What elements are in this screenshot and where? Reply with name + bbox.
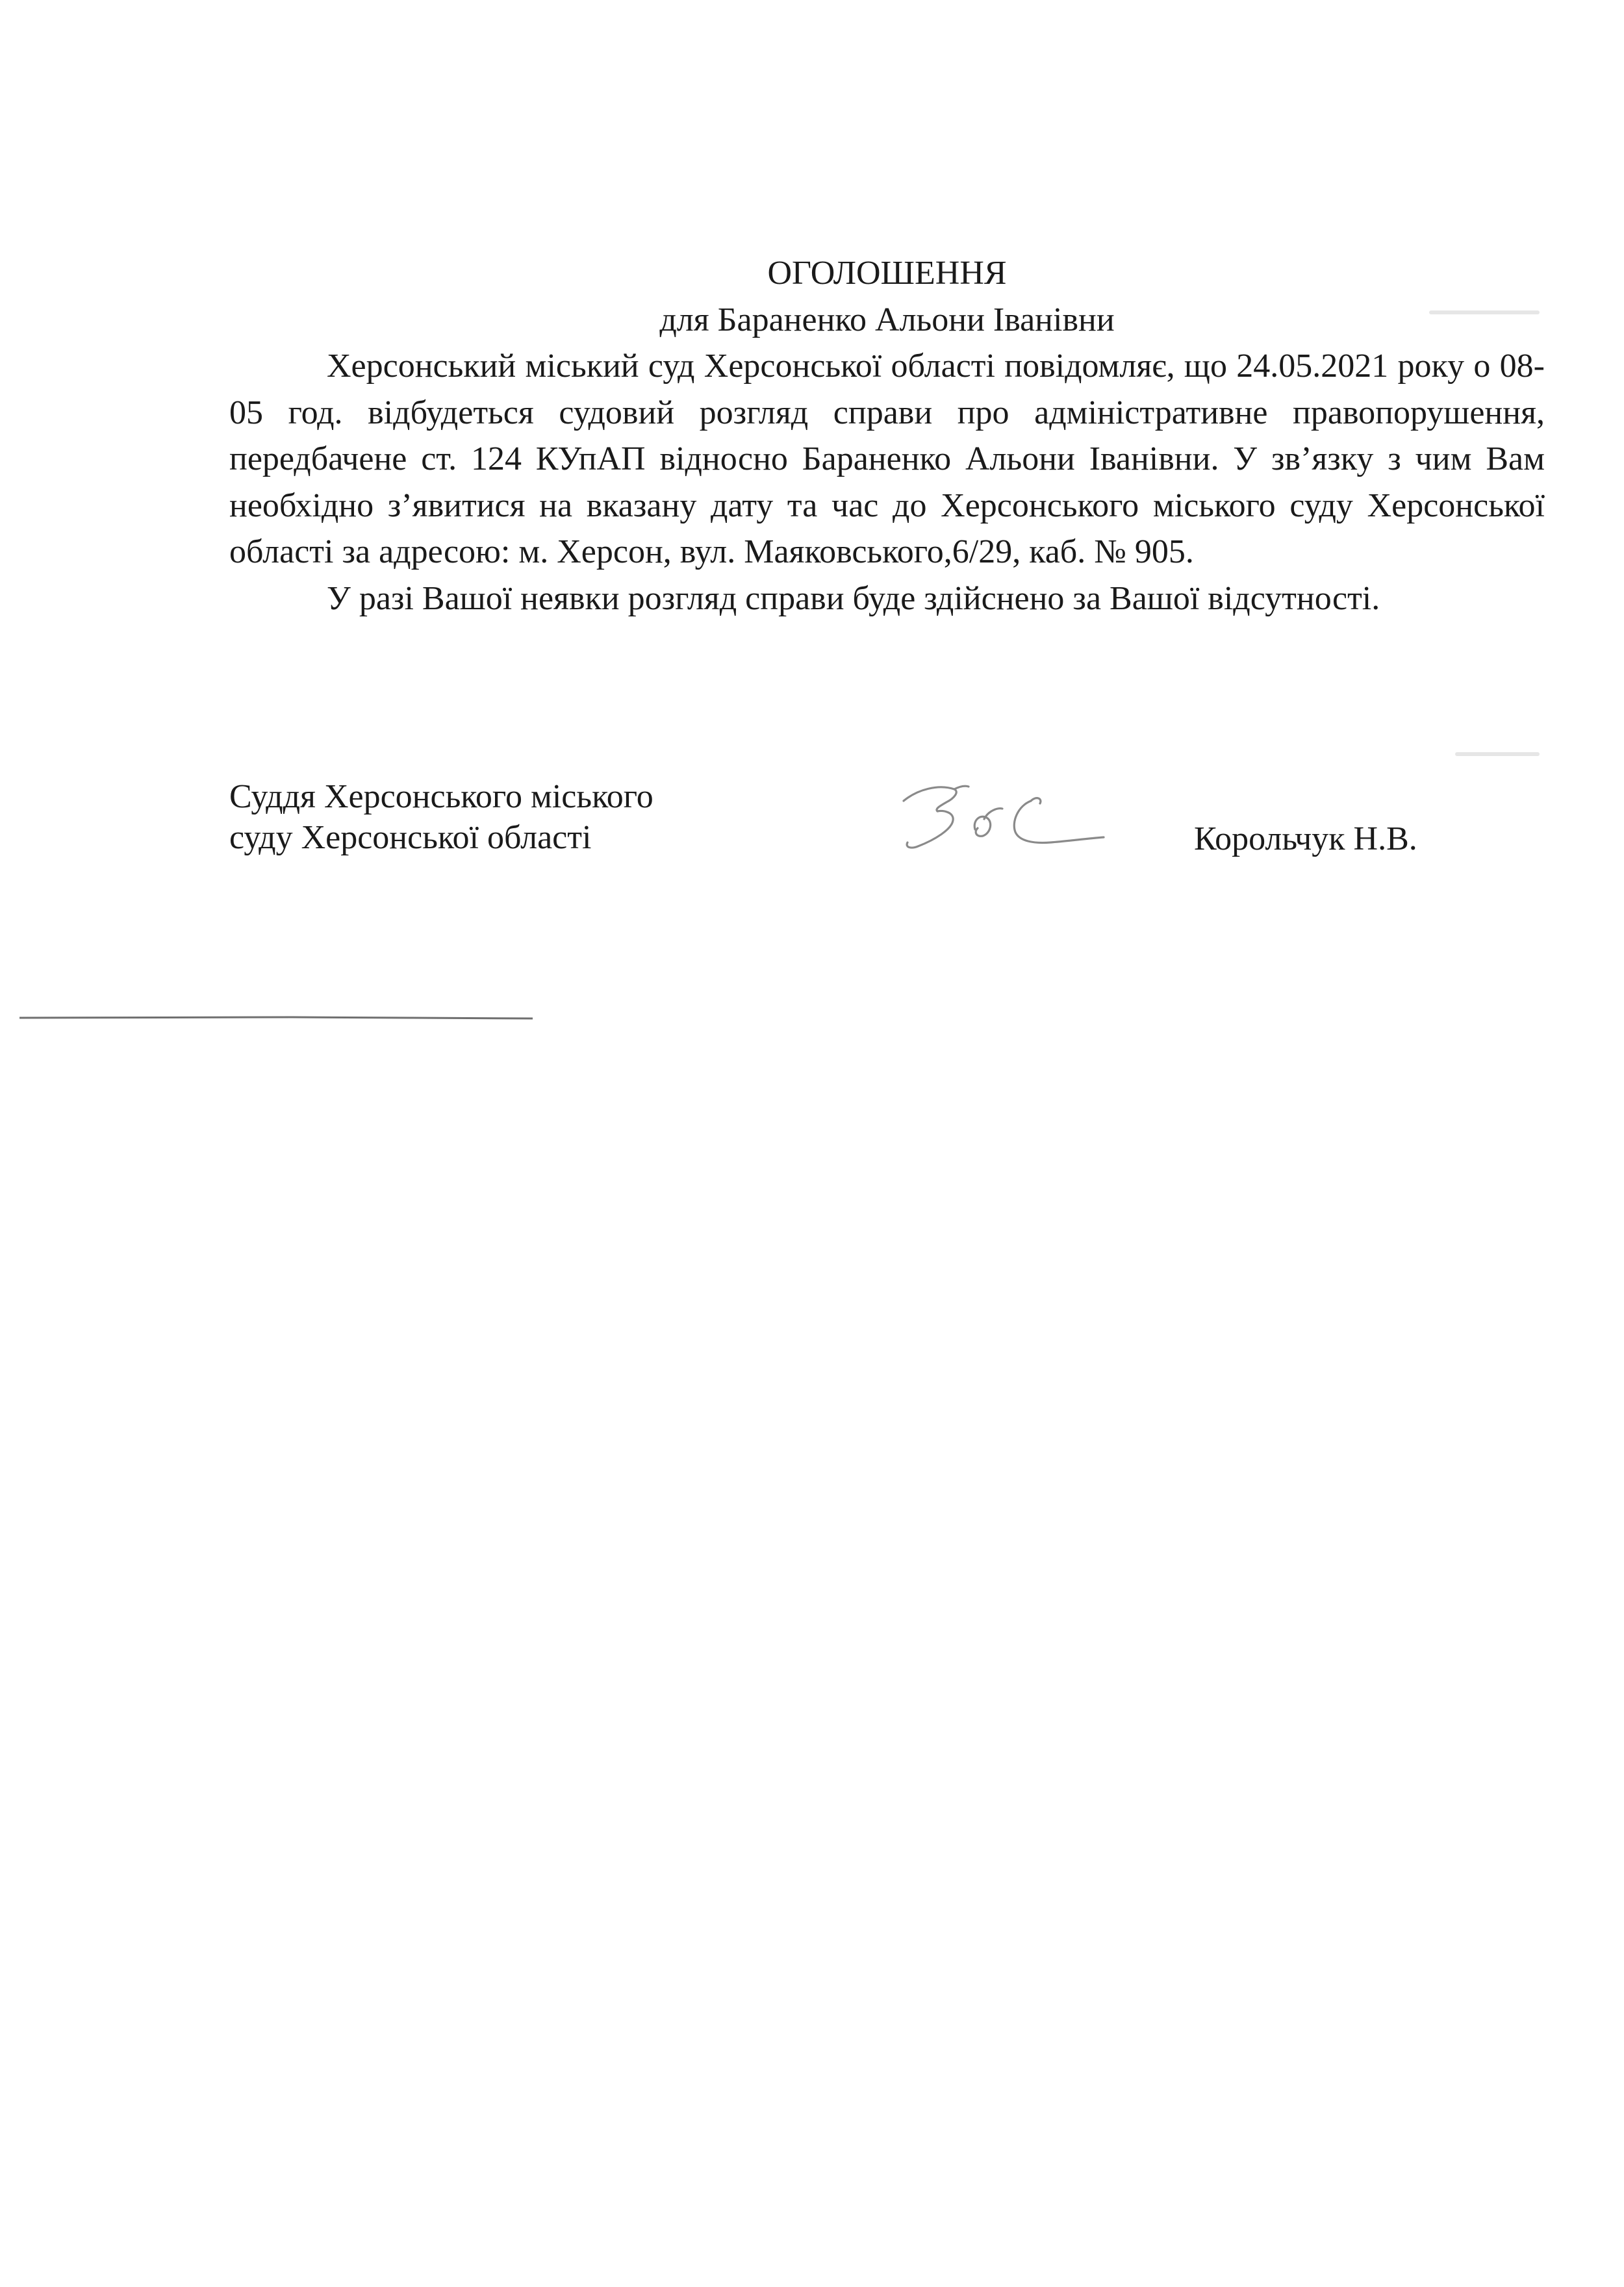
- handwritten-signature: [892, 770, 1113, 867]
- notice-addressee: для Бараненко Альони Іванівни: [659, 301, 1115, 338]
- notice: [229, 250, 1545, 622]
- signature-block: [229, 776, 1545, 887]
- judge-title: [229, 776, 814, 858]
- judge-title-line-2: суду Херсонської області: [229, 819, 592, 856]
- notice-body: Херсонський міський суд Херсонської області повідомляє, що 24.05.2021 року о 08-05 год. відбудеться судовий розгляд справи про адміністративне правопорушення, передбачене ст. 124 КУпАП відносно Бараненко Альони Іванівни. У зв’язку з чим Вам необхідно з’явитися на вказану дату та час до Херсонського міського суду Херсонської області за адресою: м. Херсон, вул. Маяковського,6/29, каб. № 905.: [229, 347, 1545, 570]
- judge-title-line-1: Суддя Херсонського міського: [229, 778, 653, 815]
- judge-name: Корольчук Н.В.: [1194, 820, 1417, 857]
- scan-speck-top-right: [1429, 310, 1540, 314]
- scan-edge-artifact: [19, 1015, 533, 1021]
- scan-speck-mid-right: [1455, 752, 1540, 756]
- notice-consequence: У разі Вашої неявки розгляд справи буде здійснено за Вашої відсутності.: [327, 579, 1380, 617]
- notice-title: ОГОЛОШЕННЯ: [767, 255, 1007, 292]
